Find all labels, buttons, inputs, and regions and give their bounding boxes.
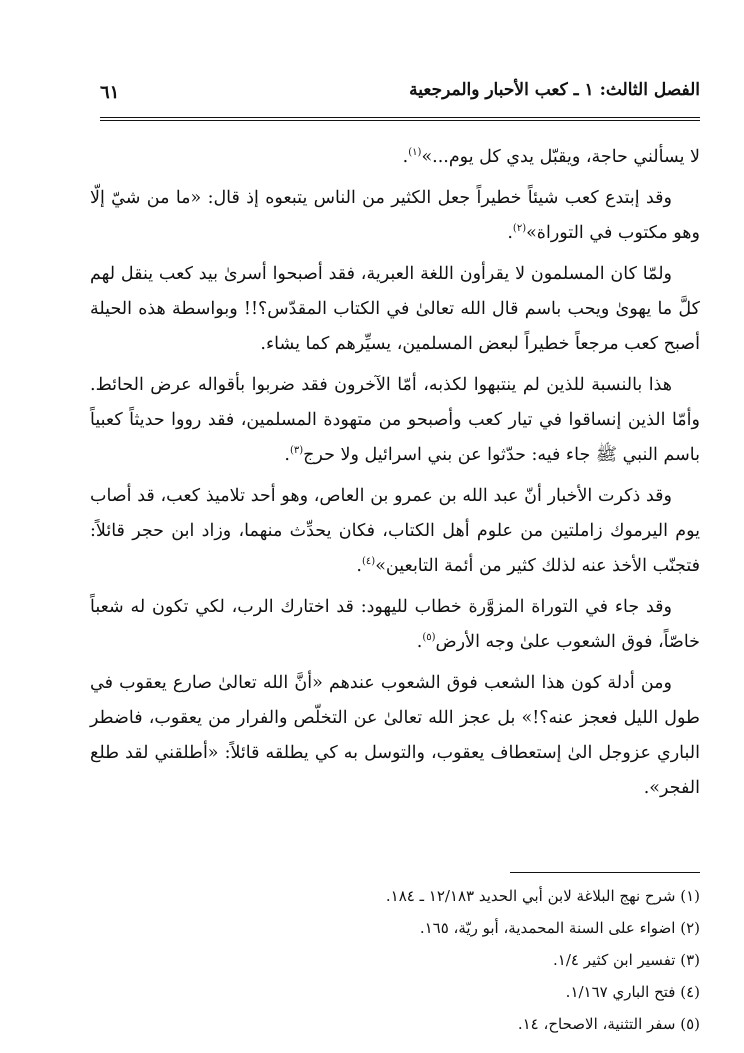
- footnote-ref: (٤): [362, 556, 376, 568]
- footnote: (٤) فتح الباري ١/١٦٧.: [565, 983, 700, 1001]
- paragraph: وقد جاء في التوراة المزوَّرة خطاب لليهود: قد اختارك الرب، لكي تكون له شعباً خاصّاً، فوق الشعوب علىٰ وجه الأرض$^{(٥)}$.: [90, 597, 700, 652]
- footnote: (٥) سفر التثنية، الاصحاح، ١٤.: [517, 1015, 700, 1033]
- paragraph: ولمّا كان المسلمون لا يقرأون اللغة العبرية، فقد أصبحوا أسرىٰ بيد كعب ينقل لهم كلَّ ما يهوىٰ ويحب باسم قال الله تعالىٰ في الكتاب المقدّس؟!! وبواسطة هذه الحيلة أصبح كعب مرجعاً خطيراً لبعض المسلمين، يسيِّرهم كما يشاء.: [90, 264, 700, 354]
- footnote: (١) شرح نهج البلاغة لابن أبي الحديد ١٢/١٨٣ ـ ١٨٤.: [385, 887, 700, 905]
- paragraph: هذا بالنسبة للذين لم ينتبهوا لكذبه، أمّا الآخرون فقد ضربوا بأقواله عرض الحائط. وأمّا الذين إنساقوا في تيار كعب وأصبحو من متهودة المسلمين، فقد رووا حديثاً كعبياً باسم النبي ﷺ جاء فيه: حدّثوا عن بني اسرائيل ولا حرج$^{(٣)}$.: [90, 375, 700, 465]
- footnote-ref: (١): [408, 147, 422, 159]
- page-header: [100, 80, 700, 116]
- footnote: (٣) تفسير ابن كثير ١/٤.: [553, 951, 700, 969]
- footnote-ref: (٥): [422, 632, 436, 644]
- footnote-rule: [510, 872, 700, 873]
- header-rule: [100, 117, 700, 121]
- paragraph: وقد ذكرت الأخبار أنّ عبد الله بن عمرو بن العاص، وهو أحد تلاميذ كعب، قد أصاب يوم اليرموك زاملتين من علوم أهل الكتاب، فكان يحدِّث منهما، وزاد ابن حجر قائلاً: فتجنّب الأخذ عنه لذلك كثير من أئمة التابعين»$^{(٤)}$.: [90, 486, 700, 576]
- running-title: الفصل الثالث: ١ ـ كعب الأحبار والمرجعية: [409, 80, 700, 100]
- footnote: (٢) اضواء على السنة المحمدية، أبو ريّة، ١٦٥.: [419, 919, 700, 937]
- paragraph: ومن أدلة كون هذا الشعب فوق الشعوب عندهم «أنَّ الله تعالىٰ صارع يعقوب في طول الليل فعجز عنه؟!» بل عجز الله تعالىٰ عن التخلّص والفرار من يعقوب، فاضطر الباري عزوجل الىٰ إستعطاف يعقوب، والتوسل به كي يطلقه قائلاً: «أطلقني لقد طلع الفجر».: [90, 673, 700, 798]
- footnotes: [90, 880, 700, 1040]
- body-text: [90, 140, 700, 812]
- paragraph: وقد إبتدع كعب شيئاً خطيراً جعل الكثير من الناس يتبعوه إذ قال: «ما من شيّ إلّا وهو مكتوب في التوراة»$^{(٢)}$.: [90, 188, 700, 243]
- page-number: ٦١: [100, 82, 120, 103]
- paragraph: لا يسألني حاجة، ويقبّل يدي كل يوم...»$^{(١)}$.: [402, 147, 700, 167]
- footnote-ref: (٢): [512, 223, 527, 235]
- footnote-ref: (٣): [289, 445, 304, 457]
